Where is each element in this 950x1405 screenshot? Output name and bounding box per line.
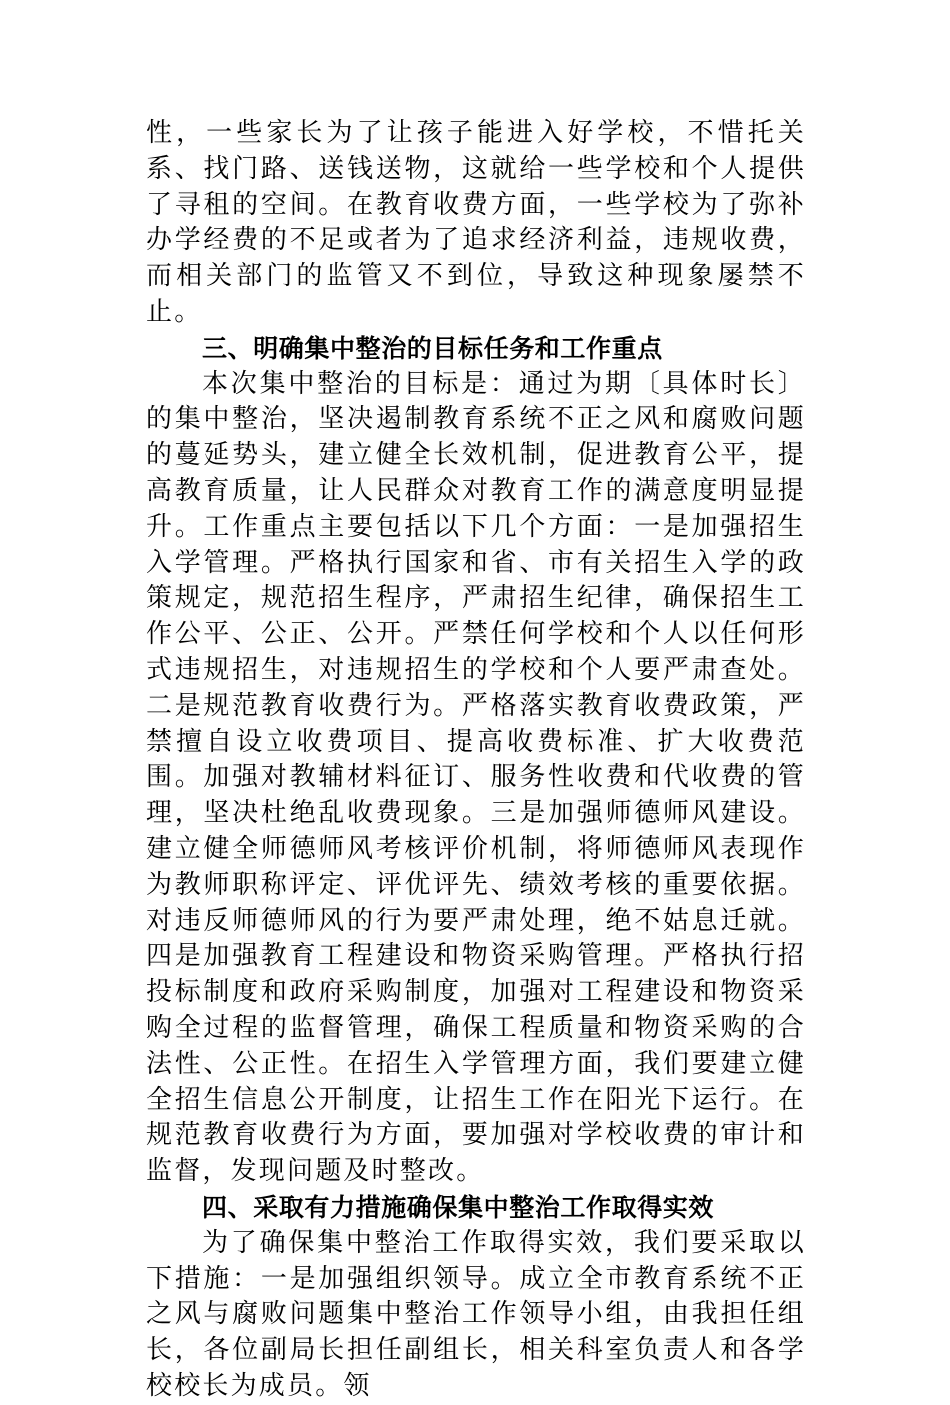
body-paragraph-measures: 为了确保集中整治工作取得实效，我们要采取以下措施：一是加强组织领导。成立全市教育系统不正之风与腐败问题集中整治工作领导小组，由我担任组长，各位副局长担任副组长，相关科室负责人和各学校校长为成员。领 — [146, 1227, 806, 1401]
section-heading-3: 三、明确集中整治的目标任务和工作重点 — [202, 333, 663, 363]
section-heading-4: 四、采取有力措施确保集中整治工作取得实效 — [202, 1192, 715, 1222]
body-paragraph-goals: 本次集中整治的目标是：通过为期〔具体时长〕的集中整治，坚决遏制教育系统不正之风和腐败问题的蔓延势头，建立健全长效机制，促进教育公平，提高教育质量，让人民群众对教育工作的满意度明显提升。工作重点主要包括以下几个方面：一是加强招生入学管理。严格执行国家和省、市有关招生入学的政策规定，规范招生程序，严肃招生纪律，确保招生工作公平、公正、公开。严禁任何学校和个人以任何形式违规招生，对违规招生的学校和个人要严肃查处。二是规范教育收费行为。严格落实教育收费政策，严禁擅自设立收费项目、提高收费标准、扩大收费范围。加强对教辅材料征订、服务性收费和代收费的管理，坚决杜绝乱收费现象。三是加强师德师风建设。建立健全师德师风考核评价机制，将师德师风表现作为教师职称评定、评优评先、绩效考核的重要依据。对违反师德师风的行为要严肃处理，绝不姑息迁就。四是加强教育工程建设和物资采购管理。严格执行招投标制度和政府采购制度，加强对工程建设和物资采购全过程的监督管理，确保工程质量和物资采购的合法性、公正性。在招生入学管理方面，我们要建立健全招生信息公开制度，让招生工作在阳光下运行。在规范教育收费行为方面，要加强对学校收费的审计和监督，发现问题及时整改。 — [146, 368, 806, 1187]
document-page — [146, 116, 806, 1405]
body-paragraph-continued: 性，一些家长为了让孩子能进入好学校，不惜托关系、找门路、送钱送物，这就给一些学校和个人提供了寻租的空间。在教育收费方面，一些学校为了弥补办学经费的不足或者为了追求经济利益，违规收费，而相关部门的监管又不到位，导致这种现象屡禁不止。 — [146, 118, 806, 327]
